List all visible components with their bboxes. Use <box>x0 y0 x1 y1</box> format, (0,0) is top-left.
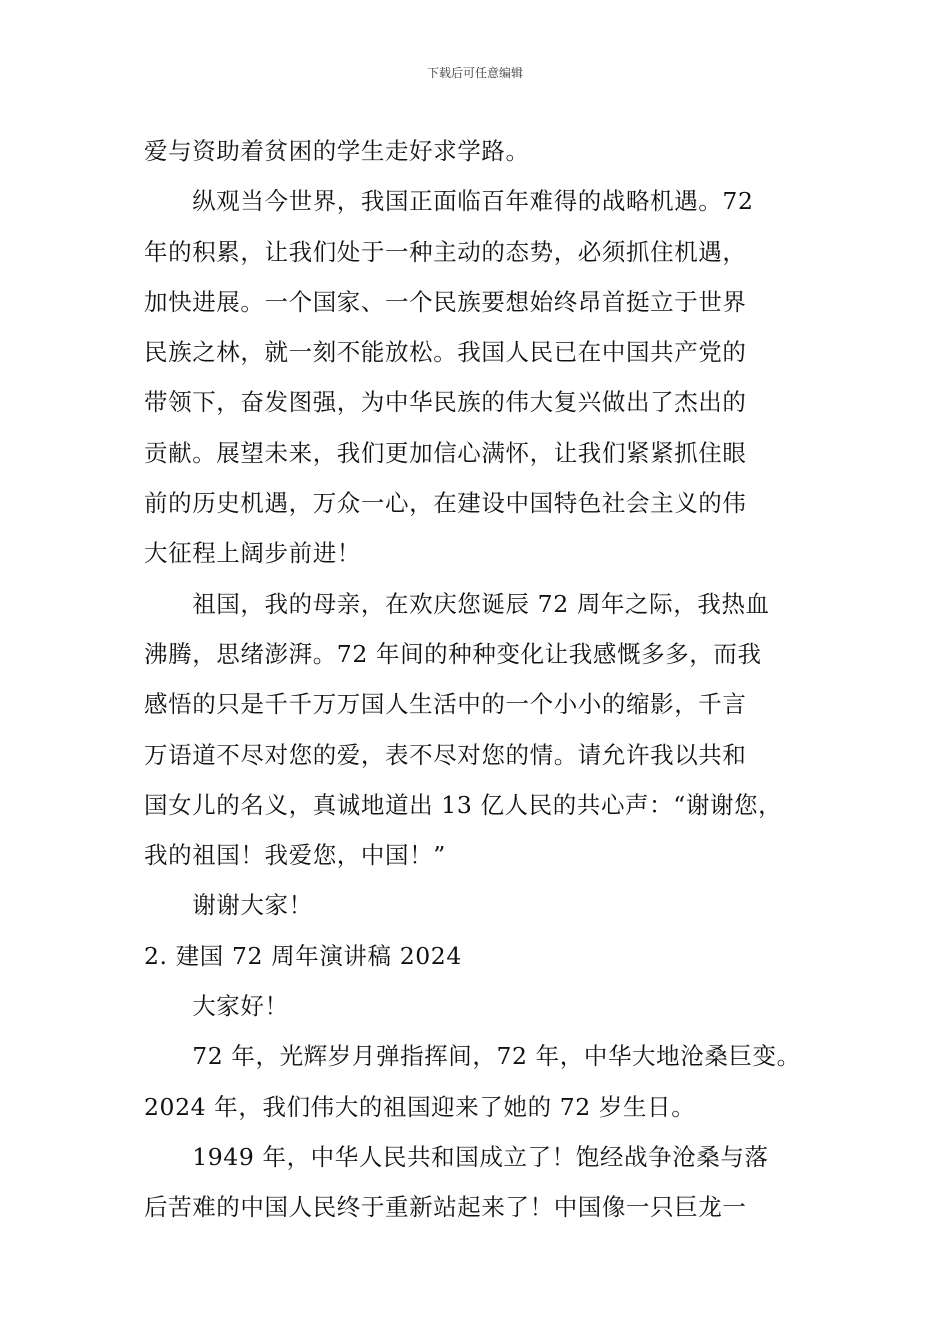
page-header: 下载后可任意编辑 <box>426 66 523 80</box>
text-line: 我的祖国！我爱您，中国！” <box>144 841 446 870</box>
text-line: 大家好！ <box>144 992 289 1021</box>
text-line: 民族之林，就一刻不能放松。我国人民已在中国共产党的 <box>144 338 747 367</box>
text-line: 沸腾，思绪澎湃。72 年间的种种变化让我感慨多多，而我 <box>144 639 762 668</box>
text-line: 感悟的只是千千万万国人生活中的一个小小的缩影，千言 <box>144 690 747 719</box>
section-heading: 2. 建国 72 周年演讲稿 2024 <box>144 941 462 970</box>
text-line: 祖国，我的母亲，在欢庆您诞辰 72 周年之际，我热血 <box>144 589 770 618</box>
text-line: 万语道不尽对您的爱，表不尽对您的情。请允许我以共和 <box>144 740 747 769</box>
text-line: 2024 年，我们伟大的祖国迎来了她的 72 岁生日。 <box>144 1092 696 1121</box>
text-line: 爱与资助着贫困的学生走好求学路。 <box>144 137 530 165</box>
text-line: 1949 年，中华人民共和国成立了！饱经战争沧桑与落 <box>144 1142 769 1171</box>
text-line: 前的历史机遇，万众一心，在建设中国特色社会主义的伟 <box>144 489 747 518</box>
document-body <box>144 126 834 1233</box>
text-line: 贡献。展望未来，我们更加信心满怀，让我们紧紧抓住眼 <box>144 438 747 467</box>
text-line: 国女儿的名义，真诚地道出 13 亿人民的共心声：“谢谢您， <box>144 790 783 819</box>
text-line: 后苦难的中国人民终于重新站起来了！中国像一只巨龙一 <box>144 1193 747 1222</box>
text-line: 年的积累，让我们处于一种主动的态势，必须抓住机遇， <box>144 237 747 266</box>
text-line: 大征程上阔步前进！ <box>144 539 361 568</box>
text-line: 纵观当今世界，我国正面临百年难得的战略机遇。72 <box>144 187 754 216</box>
text-line: 加快进展。一个国家、一个民族要想始终昂首挺立于世界 <box>144 287 747 316</box>
text-line: 谢谢大家！ <box>144 891 313 920</box>
text-line: 带领下，奋发图强，为中华民族的伟大复兴做出了杰出的 <box>144 388 747 417</box>
text-line: 72 年，光辉岁月弹指挥间，72 年，中华大地沧桑巨变。 <box>144 1042 801 1071</box>
